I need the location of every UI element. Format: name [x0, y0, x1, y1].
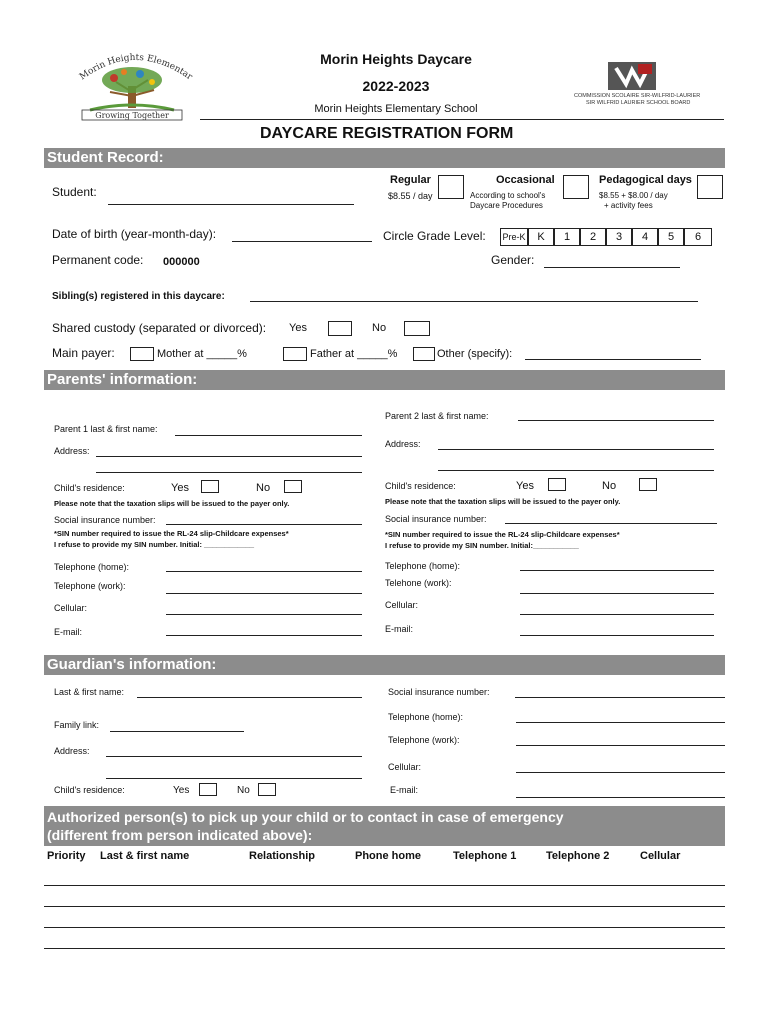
occasional-label: Occasional — [496, 174, 555, 186]
parent1-email-field[interactable] — [166, 635, 362, 636]
grade-2[interactable]: 2 — [580, 228, 606, 246]
siblings-field[interactable] — [250, 301, 698, 302]
parent1-sin-refuse[interactable]: I refuse to provide my SIN number. Initial: ____________ — [54, 540, 255, 549]
parents-section-title: Parents' information: — [47, 371, 198, 388]
grade-3[interactable]: 3 — [606, 228, 632, 246]
authorized-row-3[interactable] — [44, 927, 725, 928]
parent2-residence-no-label: No — [602, 480, 617, 492]
board-name-en: SIR WILFRID LAURIER SCHOOL BOARD — [586, 100, 691, 106]
pedagogical-price-1: $8.55 + $8.00 / day — [599, 191, 668, 200]
student-section-title: Student Record: — [47, 149, 164, 166]
parent2-address-field-2[interactable] — [438, 470, 714, 471]
guardian-email-label: E-mail: — [390, 785, 419, 795]
header-rule — [200, 119, 724, 120]
authorized-row-1[interactable] — [44, 885, 725, 886]
grade-label: Circle Grade Level: — [383, 229, 486, 243]
guardian-residence-yes-label: Yes — [173, 785, 190, 796]
dob-label: Date of birth (year-month-day): — [52, 227, 217, 241]
guardian-residence-yes-checkbox[interactable] — [199, 783, 217, 796]
parent1-address-label: Address: — [54, 446, 90, 456]
custody-label: Shared custody (separated or divorced): — [52, 321, 267, 335]
school-year: 2022-2023 — [362, 78, 430, 94]
occasional-checkbox[interactable] — [563, 175, 589, 199]
grade-4[interactable]: 4 — [632, 228, 658, 246]
siblings-label: Sibling(s) registered in this daycare: — [52, 291, 225, 302]
parent2-phone-home-label: Telephone (home): — [385, 561, 461, 571]
parent1-phone-work-label: Telephone (work): — [54, 581, 126, 591]
parent2-cellular-field[interactable] — [520, 614, 714, 615]
parent1-cellular-field[interactable] — [166, 614, 362, 615]
other-field[interactable] — [525, 359, 701, 360]
permanent-code-label: Permanent code: — [52, 253, 144, 267]
form-title: DAYCARE REGISTRATION FORM — [260, 125, 514, 142]
pedagogical-checkbox[interactable] — [697, 175, 723, 199]
school-board-logo — [608, 62, 656, 90]
authorized-section-header — [44, 806, 725, 846]
custody-no-checkbox[interactable] — [404, 321, 430, 336]
authorized-section-title-2: (different from person indicated above): — [47, 827, 313, 843]
parent2-residence-label: Child's residence: — [385, 481, 456, 491]
father-checkbox[interactable] — [283, 347, 307, 361]
parent2-cellular-label: Cellular: — [385, 600, 419, 610]
guardian-family-link-field[interactable] — [110, 731, 244, 732]
guardian-phone-work-field[interactable] — [516, 745, 725, 746]
authorized-row-4[interactable] — [44, 948, 725, 949]
parent2-tax-note: Please note that the taxation slips will be issued to the payer only. — [385, 497, 621, 506]
father-label: Father at _____% — [310, 348, 398, 360]
parent2-name-field[interactable] — [518, 420, 714, 421]
regular-price: $8.55 / day — [388, 191, 433, 201]
regular-checkbox[interactable] — [438, 175, 464, 199]
parents-section-header — [44, 370, 725, 390]
guardian-name-field[interactable] — [137, 697, 362, 698]
guardian-residence-no-label: No — [237, 785, 250, 796]
guardian-address-label: Address: — [54, 746, 90, 756]
parent1-cellular-label: Cellular: — [54, 603, 88, 613]
guardian-address-field-2[interactable] — [106, 778, 362, 779]
parent1-phone-home-field[interactable] — [166, 571, 362, 572]
dob-field[interactable] — [232, 241, 372, 242]
parent2-sin-label: Social insurance number: — [385, 514, 487, 524]
parent1-name-label: Parent 1 last & first name: — [54, 424, 158, 434]
authorized-row-2[interactable] — [44, 906, 725, 907]
guardian-section-title: Guardian's information: — [47, 656, 217, 673]
grade-k[interactable]: K — [528, 228, 554, 246]
parent1-email-label: E-mail: — [54, 627, 83, 637]
parent1-name-field[interactable] — [175, 435, 362, 436]
guardian-phone-home-label: Telephone (home): — [388, 712, 464, 722]
guardian-phone-home-field[interactable] — [516, 722, 725, 723]
parent1-address-field-2[interactable] — [96, 472, 362, 473]
parent1-residence-no-label: No — [256, 482, 271, 494]
parent1-address-field-1[interactable] — [96, 456, 362, 457]
col-telephone-1: Telephone 1 — [453, 850, 517, 862]
mother-checkbox[interactable] — [130, 347, 154, 361]
parent2-email-label: E-mail: — [385, 624, 414, 634]
mother-label: Mother at _____% — [157, 348, 247, 360]
parent2-address-field-1[interactable] — [438, 449, 714, 450]
school-name: Morin Heights Elementary School — [314, 103, 478, 115]
other-label: Other (specify): — [437, 348, 513, 360]
pedagogical-price-2: + activity fees — [604, 201, 653, 210]
parent1-residence-yes-label: Yes — [171, 482, 189, 494]
regular-label: Regular — [390, 174, 431, 186]
guardian-family-link-label: Family link: — [54, 720, 100, 730]
parent2-name-label: Parent 2 last & first name: — [385, 411, 489, 421]
daycare-title: Morin Heights Daycare — [320, 51, 472, 67]
parent1-residence-label: Child's residence: — [54, 483, 125, 493]
parent2-phone-home-field[interactable] — [520, 570, 714, 571]
guardian-email-field[interactable] — [516, 797, 725, 798]
occasional-note-2: Daycare Procedures — [470, 201, 543, 210]
parent1-residence-no-checkbox[interactable] — [284, 480, 302, 493]
grade-1[interactable]: 1 — [554, 228, 580, 246]
col-phone-home: Phone home — [355, 850, 422, 862]
guardian-residence-label: Child's residence: — [54, 785, 125, 795]
col-name: Last & first name — [100, 850, 190, 862]
parent1-sin-note-1: *SIN number required to issue the RL-24 slip-Childcare expenses* — [54, 529, 289, 538]
parent2-residence-no-checkbox[interactable] — [639, 478, 657, 491]
grade-6[interactable]: 6 — [684, 228, 712, 246]
logo-arc-text: Morin Heights Elementar — [78, 52, 194, 83]
main-payer-label: Main payer: — [52, 346, 115, 360]
guardian-cellular-label: Cellular: — [388, 762, 422, 772]
parent2-residence-yes-label: Yes — [516, 480, 534, 492]
grade-5[interactable]: 5 — [658, 228, 684, 246]
parent1-sin-field[interactable] — [166, 524, 362, 525]
guardian-residence-no-checkbox[interactable] — [258, 783, 276, 796]
guardian-sin-label: Social insurance number: — [388, 687, 490, 697]
parent1-phone-work-field[interactable] — [166, 593, 362, 594]
board-name-fr: COMMISSION SCOLAIRE SIR-WILFRID-LAURIER — [574, 93, 701, 99]
custody-yes-checkbox[interactable] — [328, 321, 352, 336]
student-section-header — [44, 148, 725, 168]
parent2-email-field[interactable] — [520, 635, 714, 636]
col-cellular: Cellular — [640, 850, 681, 862]
col-telephone-2: Telephone 2 — [546, 850, 610, 862]
student-label: Student: — [52, 185, 97, 199]
col-relationship: Relationship — [249, 850, 316, 862]
parent2-phone-work-label: Telehone (work): — [385, 578, 452, 588]
pedagogical-label: Pedagogical days — [599, 174, 692, 186]
custody-no-label: No — [372, 322, 387, 334]
col-priority: Priority — [47, 850, 86, 862]
parent1-tax-note: Please note that the taxation slips will be issued to the payer only. — [54, 499, 290, 508]
guardian-name-label: Last & first name: — [54, 687, 125, 697]
permanent-code-value[interactable]: 000000 — [163, 256, 200, 268]
guardian-cellular-field[interactable] — [516, 772, 725, 773]
guardian-section-header — [44, 655, 725, 675]
custody-yes-label: Yes — [289, 322, 307, 334]
gender-field[interactable] — [544, 267, 680, 268]
other-checkbox[interactable] — [413, 347, 435, 361]
parent1-sin-label: Social insurance number: — [54, 515, 156, 525]
guardian-sin-field[interactable] — [515, 697, 725, 698]
occasional-note-1: According to school's — [470, 191, 546, 200]
parent2-sin-refuse[interactable]: I refuse to provide my SIN number. Initial:___________ — [385, 541, 579, 550]
guardian-phone-work-label: Telephone (work): — [388, 735, 460, 745]
parent2-sin-note-1: *SIN number required to issue the RL-24 slip-Childcare expenses* — [385, 530, 620, 539]
parent2-residence-yes-checkbox[interactable] — [548, 478, 566, 491]
grade-prek[interactable]: Pre-K — [500, 228, 528, 246]
parent2-address-label: Address: — [385, 439, 421, 449]
parent1-residence-yes-checkbox[interactable] — [201, 480, 219, 493]
logo-tagline: Growing Together — [95, 111, 169, 120]
authorized-section-title-1: Authorized person(s) to pick up your child or to contact in case of emergency — [47, 809, 564, 825]
parent1-phone-home-label: Telephone (home): — [54, 562, 130, 572]
student-name-field[interactable] — [108, 204, 354, 205]
guardian-address-field-1[interactable] — [106, 756, 362, 757]
gender-label: Gender: — [491, 253, 535, 267]
parent2-phone-work-field[interactable] — [520, 593, 714, 594]
parent2-sin-field[interactable] — [505, 523, 717, 524]
